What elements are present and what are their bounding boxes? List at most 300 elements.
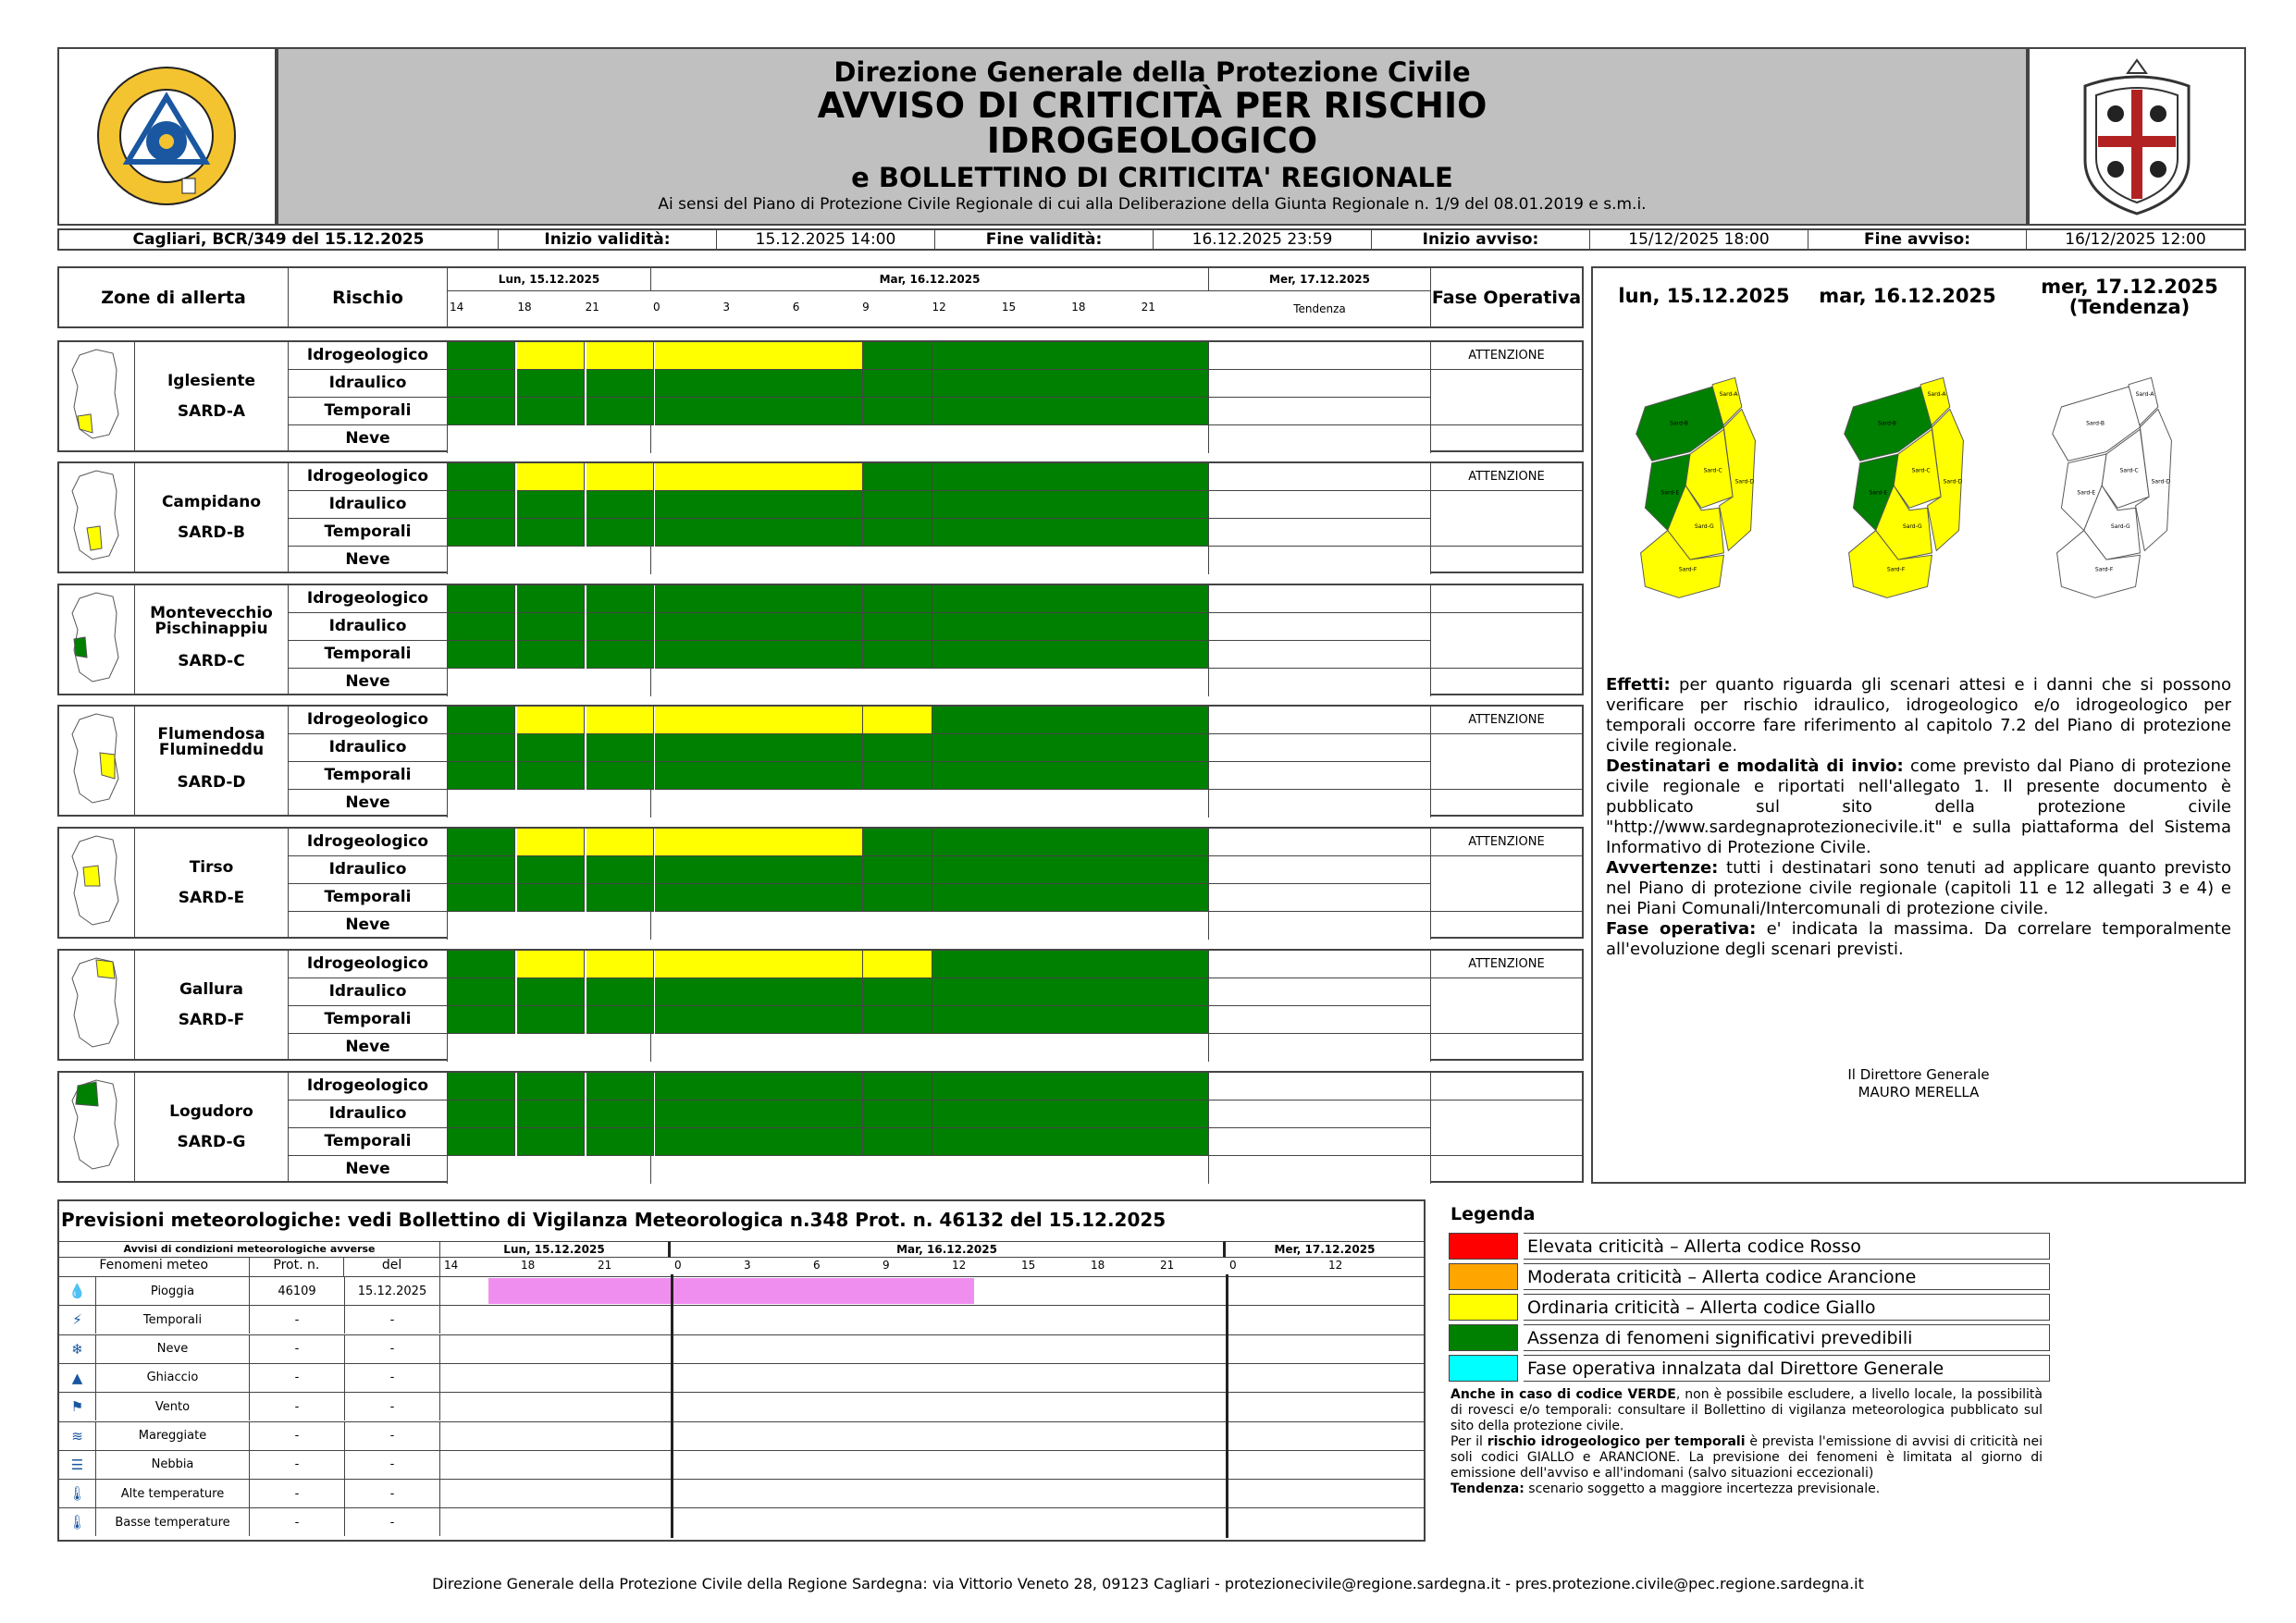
legend-notes (1450, 1387, 2043, 1497)
forecast-cell (1070, 1006, 1140, 1034)
meteo-name: Neve (96, 1335, 250, 1363)
forecast-cell (1001, 707, 1070, 734)
neve-day1 (448, 547, 651, 574)
meteo-row (59, 1334, 440, 1363)
map-region-label: Sard-E (1660, 489, 1680, 497)
meteo-del: 15.12.2025 (345, 1277, 440, 1305)
forecast-cell (794, 856, 863, 884)
fase-operativa-label: Fase operativa: (1606, 919, 1757, 939)
zone-name: Tirso (189, 858, 234, 877)
meteo-hour-tick: 9 (883, 1259, 890, 1272)
forecast-cell (863, 762, 932, 790)
neve-day2 (651, 1034, 1209, 1062)
forecast-cell (655, 951, 724, 978)
zone-name-cell (135, 342, 289, 450)
zone-block (57, 949, 1584, 1061)
forecast-cell (1140, 884, 1209, 912)
meteo-timeline-row (440, 1392, 1424, 1420)
forecast-cell (724, 1128, 794, 1156)
forecast-cell (517, 762, 585, 790)
forecast-cell (1140, 1100, 1209, 1128)
meteo-name: Nebbia (96, 1451, 250, 1479)
forecast-cell (1001, 491, 1070, 519)
zone-name-cell (135, 585, 289, 694)
meteo-title: Previsioni meteorologiche: vedi Bollettino di Vigilanza Meteorologica n.348 Prot. n. 46132 del 15.12.2025 (61, 1209, 1167, 1231)
zone-name: Iglesiente (167, 372, 256, 390)
meteo-name: Alte temperature (96, 1480, 250, 1507)
forecast-cell (863, 978, 932, 1006)
effetti-label: Effetti: (1606, 675, 1671, 695)
inizio-avviso-label: Inizio avviso: (1372, 230, 1590, 249)
forecast-cell (794, 1006, 863, 1034)
risk-label: Idrogeologico (289, 1073, 448, 1100)
fase-blank (1431, 491, 1582, 547)
forecast-cell (517, 1006, 585, 1034)
risk-label: Idraulico (289, 370, 448, 398)
forecast-cell (932, 856, 1002, 884)
forecast-cell (724, 884, 794, 912)
hour-tick: 21 (585, 301, 599, 314)
forecast-cell (655, 519, 724, 547)
risk-label: Temporali (289, 519, 448, 547)
validity-info-bar (57, 228, 2246, 251)
zone-map-icon (59, 951, 135, 1059)
forecast-cell (586, 342, 654, 370)
forecast-cell (1140, 463, 1209, 491)
forecast-cell (448, 856, 515, 884)
meteo-hour-tick: 18 (521, 1259, 536, 1272)
pioggia-bar (488, 1278, 974, 1304)
rischio-col-header: Rischio (289, 268, 448, 326)
risk-label: Idrogeologico (289, 585, 448, 613)
meteo-hour-tick: 21 (1160, 1259, 1175, 1272)
forecast-cell (448, 1128, 515, 1156)
forecast-cell (794, 342, 863, 370)
forecast-cell (655, 1073, 724, 1100)
zone-name-cell (135, 829, 289, 937)
forecast-cell (586, 951, 654, 978)
forecast-cell (1001, 762, 1070, 790)
tendenza-cell (1209, 978, 1431, 1006)
map-region-label: Sard-E (1869, 489, 1888, 497)
risk-label: Idraulico (289, 856, 448, 884)
risk-label: Temporali (289, 1128, 448, 1156)
zone-code: SARD-E (178, 889, 245, 907)
forecast-cell (1001, 641, 1070, 669)
fase-operativa (1431, 1073, 1582, 1100)
forecast-cell (517, 398, 585, 425)
zone-name-cell (135, 463, 289, 572)
legend-p1: , non è possibile escludere, a livello locale, la possibilità di rovesci e/o temporali: consultare il Bollettino di vigilanza meteorologica pubblicato sul sito della protezione civile. (1450, 1387, 2043, 1433)
risk-label: Idrogeologico (289, 342, 448, 370)
neve-day2 (651, 1156, 1209, 1184)
map-region-label: Sard-A (1719, 390, 1738, 398)
zone-table-header (57, 266, 1584, 328)
legend-item (1449, 1355, 2050, 1382)
fase-operativa: ATTENZIONE (1431, 707, 1582, 734)
forecast-cell (932, 1100, 1002, 1128)
neve-tendenza (1209, 669, 1431, 696)
forecast-cell (655, 884, 724, 912)
tendenza-cell (1209, 641, 1431, 669)
forecast-cell (517, 951, 585, 978)
footer: Direzione Generale della Protezione Civile della Regione Sardegna: via Vittorio Veneto 28, 09123 Cagliari - protezionecivile@regione.sardegna.it - pres.protezione.civile@pec.regione.sardegna.it (432, 1575, 1864, 1592)
forecast-cell (655, 856, 724, 884)
forecast-cell (794, 829, 863, 856)
forecast-cell (794, 585, 863, 613)
signature-title: Il Direttore Generale (1847, 1066, 1990, 1083)
zone-block (57, 1071, 1584, 1183)
fase-blank (1431, 370, 1582, 425)
forecast-cell (655, 613, 724, 641)
day1-header: Lun, 15.12.2025 (448, 268, 651, 291)
zone-map-icon (59, 707, 135, 815)
meteo-timeline-row (440, 1334, 1424, 1363)
forecast-cell (448, 585, 515, 613)
zone-block (57, 584, 1584, 695)
hour-tick: 14 (450, 301, 464, 314)
fase-operativa (1431, 585, 1582, 613)
forecast-cell (794, 398, 863, 425)
meteo-del: - (345, 1335, 440, 1363)
forecast-cell (932, 342, 1002, 370)
neve-tendenza (1209, 1034, 1431, 1062)
avvisi-header: Avvisi di condizioni meteorologiche avverse (59, 1241, 440, 1258)
risk-label: Temporali (289, 762, 448, 790)
forecast-cell (655, 1128, 724, 1156)
meteo-day-header: Lun, 15.12.2025 (440, 1241, 671, 1258)
neve-day1 (448, 425, 651, 453)
forecast-cell (932, 1128, 1002, 1156)
forecast-cell (448, 734, 515, 762)
forecast-cell (517, 1128, 585, 1156)
forecast-cell (724, 519, 794, 547)
forecast-cell (448, 398, 515, 425)
forecast-cell (1070, 734, 1140, 762)
forecast-cell (1001, 734, 1070, 762)
forecast-cell (586, 829, 654, 856)
forecast-cell (1001, 613, 1070, 641)
map-region-label: Sard-D (1943, 478, 1963, 486)
forecast-cell (932, 707, 1002, 734)
sardinia-map (1611, 347, 1769, 624)
map-region-label: Sard-G (2110, 523, 2130, 531)
meteo-row (59, 1421, 440, 1450)
hour-tick: 15 (1001, 301, 1017, 314)
forecast-cell (517, 613, 585, 641)
zone-code: SARD-D (177, 773, 246, 792)
zone-block (57, 340, 1584, 452)
neve-day2 (651, 790, 1209, 818)
fase-blank (1431, 613, 1582, 669)
neve-tendenza (1209, 912, 1431, 940)
forecast-cell (586, 734, 654, 762)
forecast-cell (1070, 829, 1140, 856)
fase-operativa: ATTENZIONE (1431, 829, 1582, 856)
forecast-cell (517, 1073, 585, 1100)
legend-p2: è prevista l'emissione di avvisi di criticità nei soli codici GIALLO e ARANCIONE. La previsione dei fenomeni è limitata al giorno di emissione dell'avviso e all'indomani (salvo situazioni eccezionali) (1450, 1434, 2043, 1481)
prot-header: Prot. n. (250, 1258, 345, 1276)
risk-label: Temporali (289, 398, 448, 425)
forecast-cell (586, 585, 654, 613)
meteo-day-header: Mar, 16.12.2025 (671, 1241, 1226, 1258)
meteo-hour-tick: 6 (813, 1259, 821, 1272)
tendenza-cell (1209, 519, 1431, 547)
fase-operativa: ATTENZIONE (1431, 342, 1582, 370)
map-region-label: Sard-B (1878, 420, 1897, 427)
risk-label: Idrogeologico (289, 707, 448, 734)
zone-col-header: Zone di allerta (59, 268, 289, 326)
risk-label: Neve (289, 669, 448, 696)
forecast-cell (1001, 884, 1070, 912)
legend-p2-bold: rischio idrogeologico per temporali (1487, 1434, 1746, 1449)
meteo-del: - (345, 1422, 440, 1450)
forecast-cell (1001, 585, 1070, 613)
tendenza-header: Tendenza (1209, 291, 1431, 326)
forecast-cell (932, 829, 1002, 856)
meteo-name: Pioggia (96, 1277, 250, 1305)
legend-swatch (1449, 1263, 1518, 1290)
forecast-cell (655, 1006, 724, 1034)
forecast-cell (1070, 519, 1140, 547)
legend-label: Assenza di fenomeni significativi prevedibili (1524, 1324, 2050, 1351)
zone-code: SARD-A (177, 402, 246, 421)
forecast-cell (1070, 613, 1140, 641)
forecast-cell (794, 1100, 863, 1128)
zone-map-icon (59, 342, 135, 450)
meteo-del: - (345, 1393, 440, 1420)
forecast-cell (655, 491, 724, 519)
meteo-hour-tick: 0 (1229, 1259, 1237, 1272)
risk-label: Idrogeologico (289, 829, 448, 856)
neve-tendenza (1209, 425, 1431, 453)
tendenza-cell (1209, 734, 1431, 762)
forecast-cell (1140, 398, 1209, 425)
meteo-hour-tick: 18 (1091, 1259, 1105, 1272)
map-region-label: Sard-D (2151, 478, 2171, 486)
forecast-cell (863, 613, 932, 641)
forecast-cell (1001, 829, 1070, 856)
forecast-cell (655, 641, 724, 669)
meteo-prot: 46109 (250, 1277, 345, 1305)
map-region-label: Sard-C (2119, 467, 2139, 474)
zone-map-icon (59, 585, 135, 694)
forecast-cell (724, 491, 794, 519)
neve-day2 (651, 547, 1209, 574)
zone-block (57, 461, 1584, 573)
risk-label: Neve (289, 1156, 448, 1184)
neve-day1 (448, 790, 651, 818)
zone-name-cell (135, 1073, 289, 1181)
map-region-label: Sard-G (1902, 523, 1922, 531)
forecast-cell (863, 884, 932, 912)
ice-icon: ▲ (59, 1364, 96, 1392)
hour-ticks (448, 291, 1209, 326)
neve-day2 (651, 912, 1209, 940)
forecast-cell (1001, 519, 1070, 547)
map-day3-tendenza: (Tendenza) (2068, 296, 2191, 318)
forecast-cell (1001, 1073, 1070, 1100)
meteo-hour-tick: 12 (1328, 1259, 1343, 1272)
forecast-cell (794, 370, 863, 398)
forecast-cell (863, 1006, 932, 1034)
forecast-cell (517, 370, 585, 398)
forecast-cell (1001, 1006, 1070, 1034)
zone-code: SARD-G (177, 1133, 246, 1151)
forecast-cell (724, 1073, 794, 1100)
legend-p3-bold: Tendenza: (1450, 1482, 1524, 1496)
forecast-cell (794, 951, 863, 978)
tendenza-cell (1209, 1100, 1431, 1128)
regione-sardegna-logo (57, 47, 277, 226)
zone-code: SARD-C (178, 652, 245, 670)
map-day2-label: mar, 16.12.2025 (1819, 285, 1996, 307)
forecast-cell (1070, 641, 1140, 669)
snowflake-icon: ❄ (59, 1335, 96, 1363)
map-region-label: Sard-F (2094, 566, 2114, 573)
fase-operativa: ATTENZIONE (1431, 951, 1582, 978)
forecast-cell (448, 370, 515, 398)
tendenza-cell (1209, 829, 1431, 856)
forecast-cell (794, 1073, 863, 1100)
tendenza-cell (1209, 398, 1431, 425)
risk-label: Idraulico (289, 1100, 448, 1128)
forecast-cell (932, 978, 1002, 1006)
risk-label: Neve (289, 912, 448, 940)
forecast-cell (517, 978, 585, 1006)
forecast-cell (1001, 370, 1070, 398)
forecast-cell (863, 398, 932, 425)
forecast-cell (1140, 519, 1209, 547)
forecast-cell (724, 370, 794, 398)
meteo-timeline-row (440, 1363, 1424, 1392)
tendenza-cell (1209, 491, 1431, 519)
forecast-cell (724, 1006, 794, 1034)
meteo-del: - (345, 1480, 440, 1507)
forecast-cell (863, 463, 932, 491)
tendenza-cell (1209, 856, 1431, 884)
forecast-cell (863, 1128, 932, 1156)
notes-text (1606, 675, 2231, 960)
legend (1443, 1202, 2054, 1535)
forecast-cell (794, 884, 863, 912)
forecast-cell (586, 1006, 654, 1034)
meteo-row (59, 1276, 440, 1305)
tendenza-cell (1209, 1128, 1431, 1156)
forecast-cell (1070, 978, 1140, 1006)
forecast-cell (1070, 856, 1140, 884)
legend-swatch (1449, 1294, 1518, 1321)
neve-day1 (448, 912, 651, 940)
forecast-cell (1001, 463, 1070, 491)
forecast-cell (1140, 1128, 1209, 1156)
sardinia-map (2028, 347, 2185, 624)
forecast-cell (586, 1100, 654, 1128)
forecast-cell (724, 398, 794, 425)
risk-label: Neve (289, 547, 448, 574)
forecast-cell (794, 734, 863, 762)
hour-tick: 12 (932, 301, 946, 314)
fase-blank (1431, 856, 1582, 912)
forecast-cell (932, 1073, 1002, 1100)
forecast-cell (863, 951, 932, 978)
bcr-ref: Cagliari, BCR/349 del 15.12.2025 (59, 230, 499, 249)
zone-name: Montevecchio Pischinappiu (150, 604, 273, 638)
forecast-cell (1001, 856, 1070, 884)
forecast-cell (655, 370, 724, 398)
forecast-cell (517, 734, 585, 762)
fase-operativa-text: e' indicata la massima. Da correlare temporalmente all'evoluzione degli scenari previsti. (1606, 919, 2231, 959)
legend-item (1449, 1233, 2050, 1260)
map-region-label: Sard-A (2135, 390, 2154, 398)
risk-label: Neve (289, 790, 448, 818)
zone-map-icon (59, 463, 135, 572)
risk-label: Temporali (289, 884, 448, 912)
meteo-prot: - (250, 1335, 345, 1363)
forecast-cell (586, 491, 654, 519)
meteo-hour-tick: 21 (598, 1259, 612, 1272)
forecast-cell (1070, 1073, 1140, 1100)
forecast-cell (1070, 762, 1140, 790)
meteo-timeline-row (440, 1305, 1424, 1334)
meteo-prot: - (250, 1508, 345, 1536)
day2-header: Mar, 16.12.2025 (651, 268, 1209, 291)
forecast-cell (1001, 978, 1070, 1006)
signature-name: MAURO MERELLA (1858, 1084, 1980, 1100)
forecast-cell (1001, 1128, 1070, 1156)
fine-validita-label: Fine validità: (935, 230, 1154, 249)
legend-label: Elevata criticità – Allerta codice Rosso (1524, 1233, 2050, 1260)
forecast-cell (932, 398, 1002, 425)
forecast-cell (586, 1128, 654, 1156)
forecast-cell (932, 1006, 1002, 1034)
forecast-cell (932, 585, 1002, 613)
meteo-hour-tick: 0 (674, 1259, 682, 1272)
forecast-cell (655, 342, 724, 370)
neve-tendenza (1209, 547, 1431, 574)
forecast-cell (932, 734, 1002, 762)
risk-label: Idraulico (289, 734, 448, 762)
forecast-cell (586, 613, 654, 641)
forecast-cell (586, 762, 654, 790)
forecast-cell (794, 491, 863, 519)
forecast-cell (655, 1100, 724, 1128)
neve-day1 (448, 1034, 651, 1062)
header-line5: Ai sensi del Piano di Protezione Civile Regionale di cui alla Deliberazione della Giunta Regionale n. 1/9 del 08.01.2019 e s.m.i. (658, 195, 1647, 214)
forecast-cell (794, 519, 863, 547)
meteo-del: - (345, 1451, 440, 1479)
right-panel (1591, 266, 2246, 1184)
risk-label: Temporali (289, 641, 448, 669)
fase-blank (1431, 978, 1582, 1034)
legend-p3: scenario soggetto a maggiore incertezza previsionale. (1524, 1482, 1881, 1496)
forecast-cell (724, 585, 794, 613)
forecast-cell (1140, 585, 1209, 613)
forecast-cell (655, 463, 724, 491)
forecast-cell (1140, 342, 1209, 370)
header-line3: IDROGEOLOGICO (986, 120, 1318, 161)
forecast-cell (932, 884, 1002, 912)
fine-validita: 16.12.2025 23:59 (1154, 230, 1372, 249)
meteo-hour-tick: 14 (444, 1259, 459, 1272)
meteo-day-header: Mer, 17.12.2025 (1226, 1241, 1424, 1258)
forecast-cell (655, 707, 724, 734)
forecast-cell (863, 829, 932, 856)
meteo-row (59, 1363, 440, 1392)
map-region-label: Sard-E (2077, 489, 2096, 497)
risk-label: Neve (289, 1034, 448, 1062)
meteo-row (59, 1507, 440, 1536)
